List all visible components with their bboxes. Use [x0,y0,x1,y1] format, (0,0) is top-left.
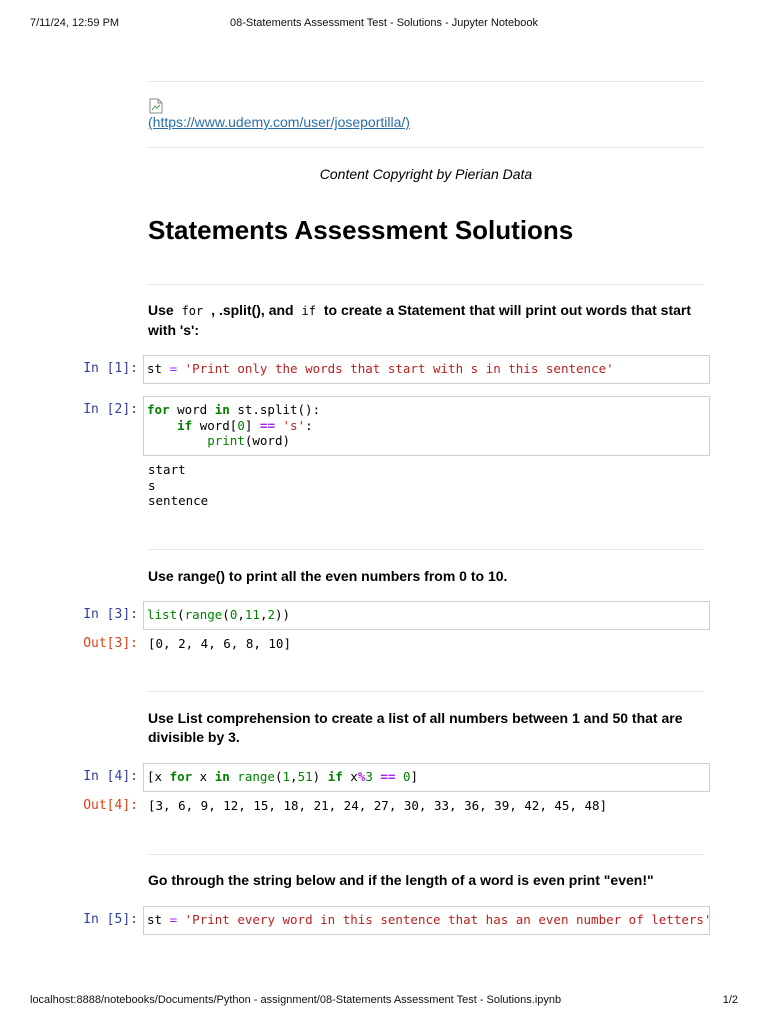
print-url: localhost:8888/notebooks/Documents/Python - assignment/08-Statements Assessment Test - Solutions.ipynb [30,994,562,1006]
question-3-text: Use List comprehension to create a list of all numbers between 1 and 50 that are divisible by 3. [148,710,683,745]
print-datetime: 7/11/24, 12:59 PM [30,17,120,29]
divider [148,81,704,82]
udemy-link[interactable]: (https://www.udemy.com/user/joseportilla/) [148,114,410,130]
in-prompt-3: In [3]: [83,607,138,622]
code-cell-3[interactable]: list(range(0,11,2)) [143,601,710,630]
in-prompt-4: In [4]: [83,769,138,784]
in-prompt-2: In [2]: [83,402,138,417]
divider [148,147,704,148]
question-2-text: Use range() to print all the even numbers from 0 to 10. [148,568,508,584]
inline-code-for: for [181,304,204,318]
out-prompt-3: Out[3]: [83,636,138,651]
divider [148,284,704,285]
in-prompt-1: In [1]: [83,361,138,376]
in-prompt-5: In [5]: [83,912,138,927]
code-cell-2[interactable]: for word in st.split(): if word[0] == 's': print(word) [143,396,710,456]
output-cell-3: [0, 2, 4, 6, 8, 10] [148,636,291,651]
print-header [0,17,768,31]
code-cell-5[interactable]: st = 'Print every word in this sentence that has an even number of letters' [143,906,710,935]
question-4-text: Go through the string below and if the length of a word is even print "even!" [148,872,654,888]
divider [148,549,704,550]
question-1-text: Use for , .split(), and if to create a Statement that will print out words that start with 's': [148,302,692,338]
page-number: 1/2 [722,994,738,1006]
print-footer [0,994,768,1008]
code-cell-4[interactable]: [x for x in range(1,51) if x%3 == 0] [143,763,710,792]
inline-code-if: if [301,304,316,318]
broken-image-icon [148,98,164,114]
print-doc-title: 08-Statements Assessment Test - Solutions - Jupyter Notebook [230,17,538,29]
copyright-text: Content Copyright by Pierian Data [319,166,533,182]
code-cell-1[interactable]: st = 'Print only the words that start with s in this sentence' [143,355,710,384]
divider [148,691,704,692]
page-title: Statements Assessment Solutions [148,215,574,245]
out-prompt-4: Out[4]: [83,798,138,813]
output-cell-4: [3, 6, 9, 12, 15, 18, 21, 24, 27, 30, 33, 36, 39, 42, 45, 48] [148,798,608,813]
output-cell-2: start s sentence [148,462,209,508]
divider [148,854,704,855]
